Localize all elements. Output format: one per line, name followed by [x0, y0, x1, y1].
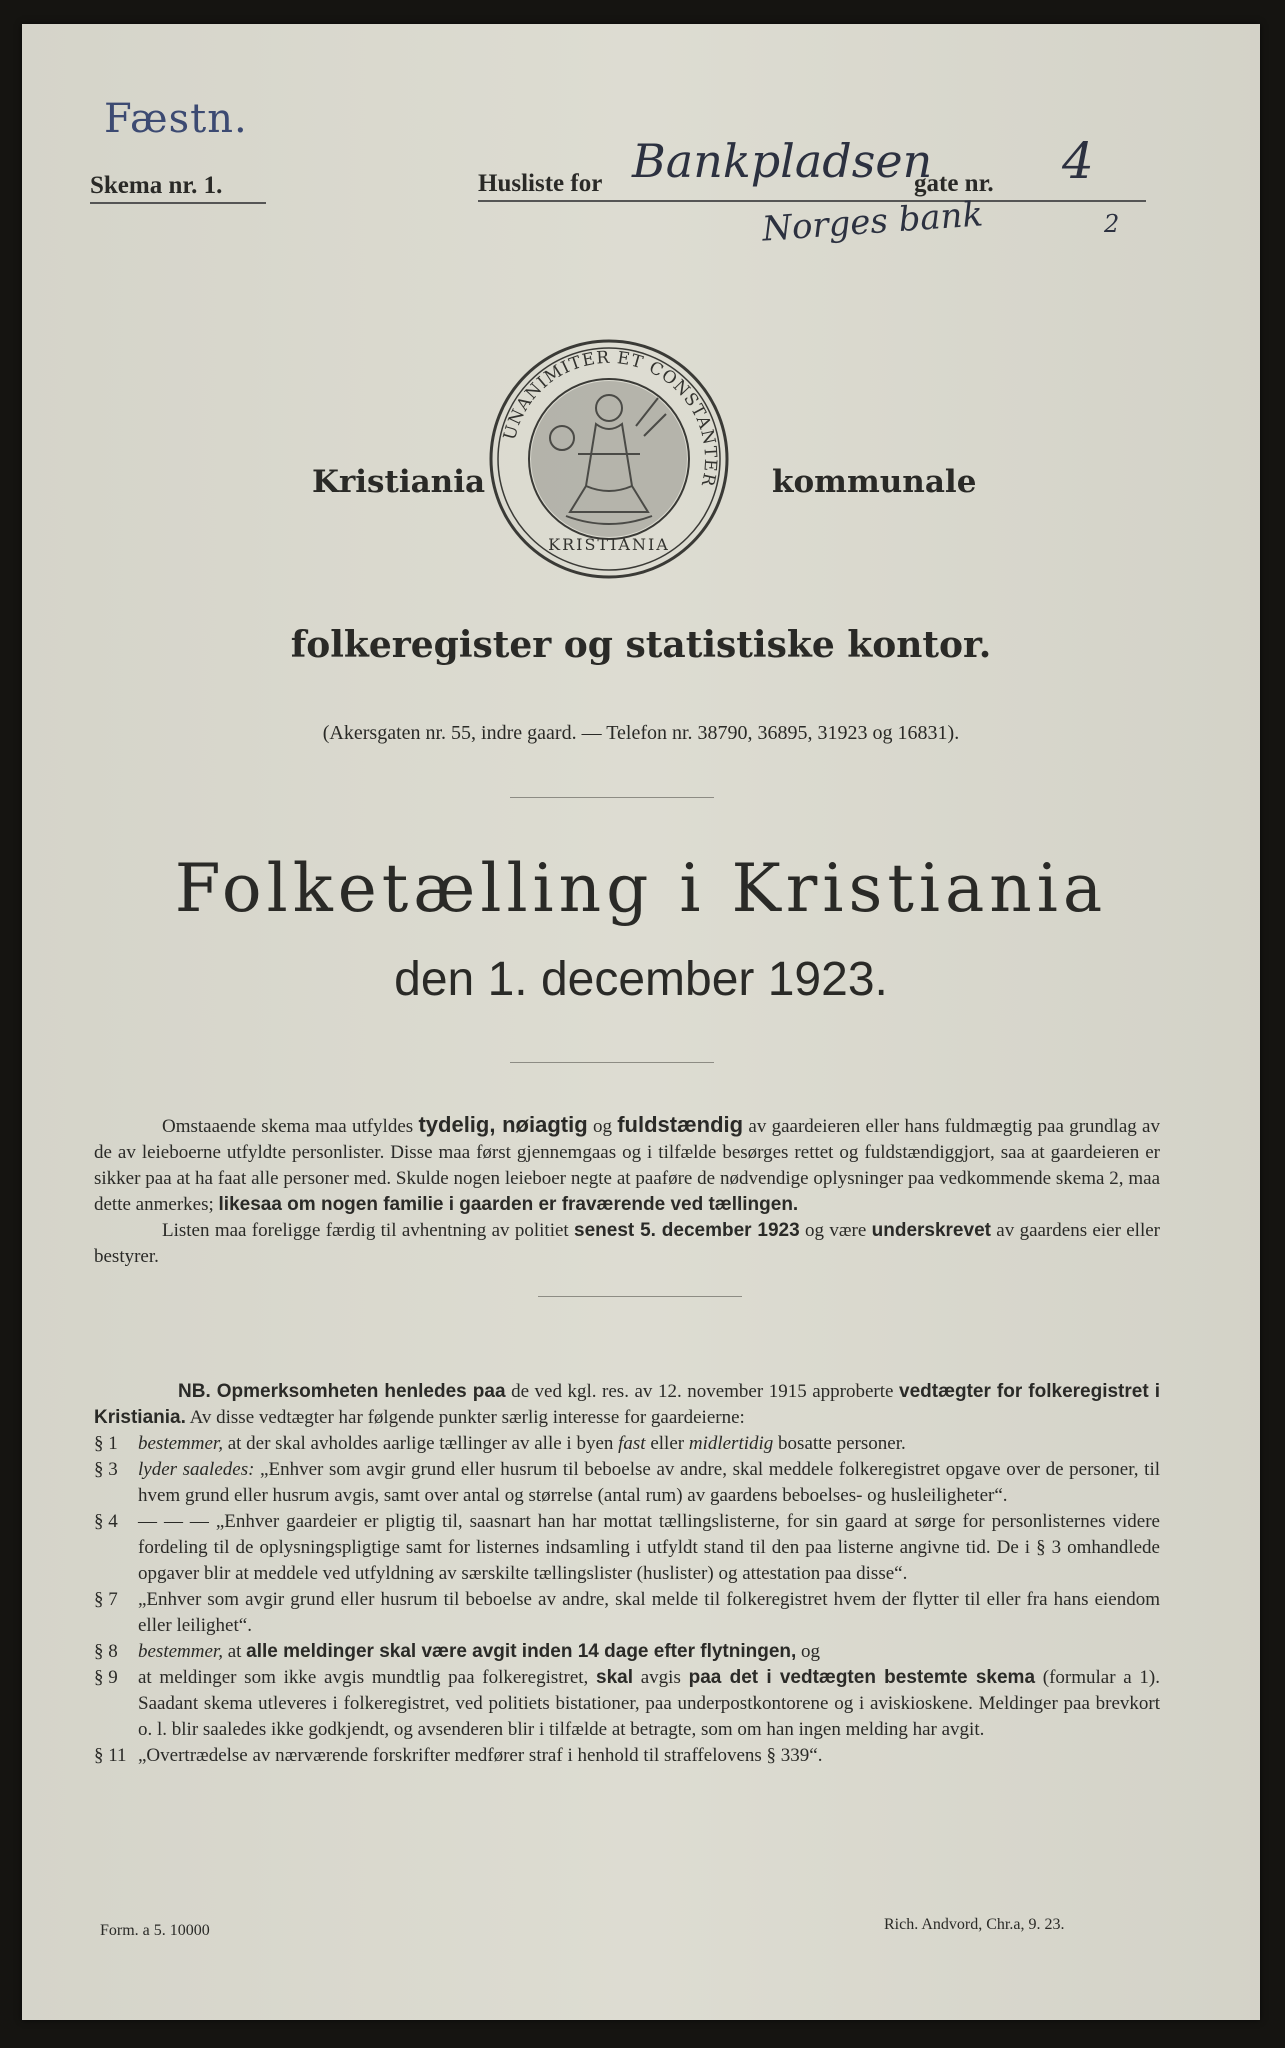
text-run: bosatte personer. [773, 1433, 906, 1454]
text-run: (formular a 1). Saadant skema utleveres i folkeregistret, ved politiets bistationer, paa underpostkontorene og i aviskioskene. Meldinger paa brevkort o. l. blir saaledes ikke godkjendt, og avsenderen blir i tilfælde at betragte, som om han ingen melding har avgit. [138, 1667, 1161, 1740]
section-9 [94, 1665, 1160, 1743]
page-title: Folketælling i Kristiania [174, 850, 1108, 927]
emphasis-text: vedtægter for folkeregistret i Kristiania. [94, 1381, 1160, 1428]
printer-imprint: Rich. Andvord, Chr.a, 9. 23. [884, 1916, 1065, 1933]
instructions-paragraph-1 [94, 1112, 1160, 1218]
section-1 [94, 1431, 1160, 1457]
italic-text: bestemmer, [138, 1433, 223, 1454]
text-run: og [796, 1641, 821, 1662]
section-number: § 11 [94, 1745, 127, 1766]
seal-bottom-text: KRISTIANIA [548, 535, 670, 554]
section-text [138, 1457, 1160, 1509]
street-name-handwritten: Bankpladsen [632, 134, 933, 188]
emphasis-text: senest 5. december 1923 [574, 1220, 800, 1241]
emphasis-text: tydelig, nøiagtig [418, 1112, 588, 1137]
note-handwritten: Norges bank [760, 194, 985, 250]
text-run: avgis [633, 1667, 689, 1688]
section-4 [94, 1509, 1160, 1587]
section-number: § 1 [94, 1433, 118, 1454]
seal-icon [486, 336, 732, 582]
emphasis-text: underskrevet [871, 1220, 991, 1241]
emphasis-text: skal [596, 1667, 634, 1688]
emphasis-text: paa det i vedtægten bestemte skema [688, 1667, 1036, 1688]
emphasis-text: likesaa om nogen familie i gaarden er fraværende ved tællingen. [218, 1194, 799, 1215]
text-run: og være [799, 1220, 872, 1241]
text-run: de ved kgl. res. av 12. november 1915 approberte [505, 1381, 899, 1402]
office-address: (Akersgaten nr. 55, indre gaard. — Telefon nr. 38790, 36895, 31923 og 16831). [322, 722, 960, 744]
text-run: at [222, 1641, 247, 1662]
section-text [138, 1665, 1160, 1743]
instructions-paragraph-2 [94, 1218, 1160, 1270]
text-run: Omstaaende skema maa utfyldes [162, 1116, 419, 1137]
section-7 [94, 1587, 1160, 1639]
text-run: og [587, 1116, 618, 1137]
seal-left-word: Kristiania [312, 464, 486, 500]
city-seal [486, 336, 732, 582]
section-text [138, 1639, 1160, 1665]
divider [510, 797, 714, 798]
section-number: § 9 [94, 1667, 118, 1688]
section-11 [94, 1743, 1160, 1769]
seal-ring-text: UNANIMITER ET CONSTANTER [499, 347, 721, 489]
section-text: „Enhver som avgir grund eller husrum til beboelse av andre, skal melde til folkeregistret hvem der flytter til eller fra hans eiendom eller leilighet“. [138, 1589, 1160, 1636]
text-run: eller [645, 1433, 689, 1454]
gate-nr-label: gate nr. [914, 170, 994, 197]
text-run: at der skal avholdes aarlige tællinger av alle i byen [222, 1433, 619, 1454]
office-name: folkeregister og statistiske kontor. [290, 624, 992, 666]
census-date: den 1. december 1923. [394, 953, 888, 1006]
italic-text: lyder saaledes: [138, 1459, 255, 1480]
text-run: Listen maa foreligge færdig til avhentning av politiet [162, 1220, 575, 1241]
italic-text: fast [618, 1433, 646, 1454]
section-number: § 4 [94, 1511, 118, 1532]
nb-block [94, 1379, 1160, 1769]
section-number: § 7 [94, 1589, 118, 1610]
text-run: av gaardens eier eller bestyrer. [94, 1220, 1160, 1267]
husliste-underline [478, 200, 1146, 202]
form-number: Form. a 5. 10000 [100, 1922, 210, 1939]
skema-underline [90, 202, 266, 204]
house-number-handwritten: 4 [1062, 132, 1094, 190]
emphasis-text: alle meldinger skal være avgit inden 14 dage efter flytningen, [246, 1641, 797, 1662]
emphasis-text: NB. Opmerksomheten henledes paa [178, 1381, 506, 1402]
text-run: av gaardeieren eller hans fuldmægtig paa grundlag av de av leieboerne utfyldte personlister. Disse maa først gjennemgaas og i tilfælde besørges rettet og fuldstændiggjort, saa at gaardeieren er sikker paa at ha faat alle personer med. Skulde nogen leieboer negte at paaføre de nødvendige oplysninger paa vedkommende skema 2, maa dette anmerkes; [94, 1116, 1160, 1215]
italic-text: midlertidig [688, 1433, 774, 1454]
section-8 [94, 1639, 1160, 1665]
nb-intro [94, 1379, 1160, 1431]
census-form-page [22, 24, 1260, 2020]
text-run: Av disse vedtægter har følgende punkter særlig interesse for gaardeierne: [185, 1407, 745, 1428]
italic-text: bestemmer, [138, 1641, 223, 1662]
section-number: § 3 [94, 1459, 118, 1480]
section-text: — — — „Enhver gaardeier er pligtig til, saasnart han har mottat tællingslisterne, for sin gaard at sørge for personlisternes videre fordeling til de oplysningspligtige samt for listernes indsamling i utfyldt stand til den paa listerne angivne tid. De i § 3 omhandlede opgaver blir at meddele ved utfyldning av særskilte tællingslister (huslister) og attestation paa disse“. [138, 1511, 1160, 1584]
divider [510, 1062, 714, 1063]
divider [538, 1296, 742, 1297]
seal-right-word: kommunale [772, 464, 977, 500]
text-run: „Enhver som avgir grund eller husrum til beboelse av andre, skal meddele folkeregistret opgave over de personer, til hvem grund eller husrum avgis, samt over antal og størrelse (antal rum) av gaardens beboelses- og husleiligheter“. [138, 1459, 1160, 1506]
instructions-block [94, 1112, 1160, 1270]
section-number: § 8 [94, 1641, 118, 1662]
section-3 [94, 1457, 1160, 1509]
section-text: „Overtrædelse av nærværende forskrifter medfører straf i henhold til straffelovens § 339“. [138, 1745, 823, 1766]
emphasis-text: fuldstændig [617, 1112, 744, 1137]
festn-stamp: Fæstn. [104, 96, 248, 142]
husliste-label: Husliste for [478, 170, 603, 197]
skema-label: Skema nr. 1. [90, 172, 223, 199]
text-run: at meldinger som ikke avgis mundtlig paa folkeregistret, [138, 1667, 597, 1688]
section-text [138, 1431, 1160, 1457]
note-number-handwritten: 2 [1104, 210, 1120, 238]
